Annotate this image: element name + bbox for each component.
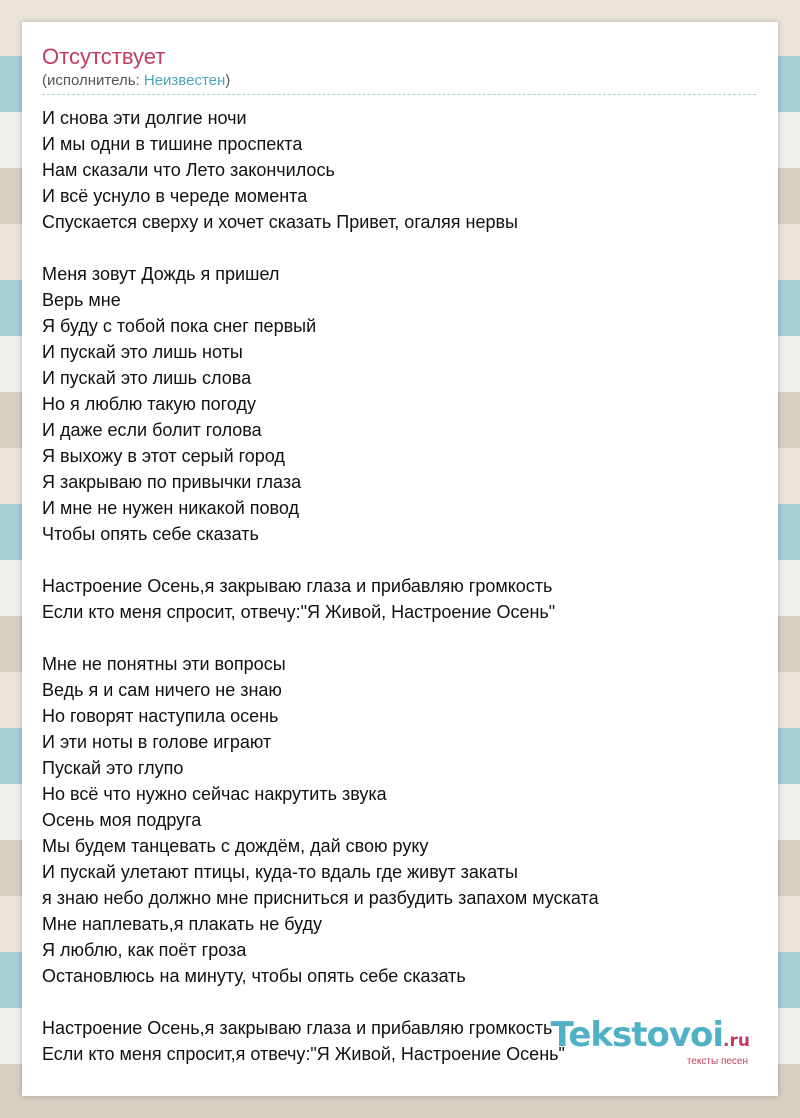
song-title: Отсутствует [42, 44, 166, 69]
lyric-line: И эти ноты в голове играют [42, 732, 272, 752]
lyric-line: я знаю небо должно мне присниться и разбудить запахом муската [42, 888, 599, 908]
logo-tld: .ru [723, 1031, 750, 1051]
artist-line [42, 72, 230, 90]
lyric-line: Но я люблю такую погоду [42, 394, 256, 414]
lyric-line: Остановлюсь на минуту, чтобы опять себе сказать [42, 966, 466, 986]
lyric-line: Верь мне [42, 290, 121, 310]
lyric-line: Но говорят наступила осень [42, 706, 279, 726]
lyric-line: Я люблю, как поёт гроза [42, 940, 247, 960]
lyric-line: Мне не понятны эти вопросы [42, 654, 286, 674]
artist-prefix: (исполнитель: [42, 72, 144, 89]
lyric-line: Я буду с тобой пока снег первый [42, 316, 317, 336]
lyric-line: Я закрываю по привычки глаза [42, 472, 302, 492]
logo-tagline: тексты песен [686, 1056, 748, 1067]
lyric-line: И мне не нужен никакой повод [42, 498, 300, 518]
lyric-line: Спускается сверху и хочет сказать Привет, огаляя нервы [42, 212, 518, 232]
lyrics-text [42, 105, 762, 1067]
logo-name: Tekstovoi [550, 1015, 724, 1055]
lyric-line: И всё уснуло в череде момента [42, 186, 308, 206]
lyric-line: Если кто меня спросит, отвечу:"Я Живой, Настроение Осень" [42, 602, 556, 622]
lyric-line: Я выхожу в этот серый город [42, 446, 285, 466]
lyric-line: Меня зовут Дождь я пришел [42, 264, 280, 284]
lyric-line: И снова эти долгие ночи [42, 108, 247, 128]
logo-wordmark [550, 1015, 750, 1058]
lyric-line: Настроение Осень,я закрываю глаза и прибавляю громкость [42, 576, 553, 596]
stanza-break [42, 625, 762, 651]
lyric-line: Пускай это глупо [42, 758, 184, 778]
lyric-line: Ведь я и сам ничего не знаю [42, 680, 282, 700]
lyric-line: Осень моя подруга [42, 810, 202, 830]
lyric-line: Нам сказали что Лето закончилось [42, 160, 335, 180]
header-divider [42, 94, 756, 95]
artist-link[interactable]: Неизвестен [143, 72, 226, 89]
lyric-line: И даже если болит голова [42, 420, 262, 440]
lyric-line: Если кто меня спросит,я отвечу:"Я Живой, Настроение Осень" [42, 1044, 565, 1064]
lyric-line: И пускай это лишь ноты [42, 342, 243, 362]
lyric-line: И пускай улетают птицы, куда-то вдаль где живут закаты [42, 862, 518, 882]
lyric-line: Мы будем танцевать с дождём, дай свою руку [42, 836, 429, 856]
lyric-line: И мы одни в тишине проспекта [42, 134, 303, 154]
lyric-line: Но всё что нужно сейчас накрутить звука [42, 784, 387, 804]
lyric-line: И пускай это лишь слова [42, 368, 252, 388]
lyric-line: Настроение Осень,я закрываю глаза и прибавляю громкость [42, 1018, 553, 1038]
lyric-line: Мне наплевать,я плакать не буду [42, 914, 323, 934]
site-logo[interactable] [550, 1015, 750, 1068]
lyric-line: Чтобы опять себе сказать [42, 524, 259, 544]
stanza-break [42, 235, 762, 261]
artist-suffix: ) [225, 72, 231, 89]
lyrics-card [22, 22, 778, 1096]
stanza-break [42, 547, 762, 573]
stanza-break [42, 989, 762, 1015]
